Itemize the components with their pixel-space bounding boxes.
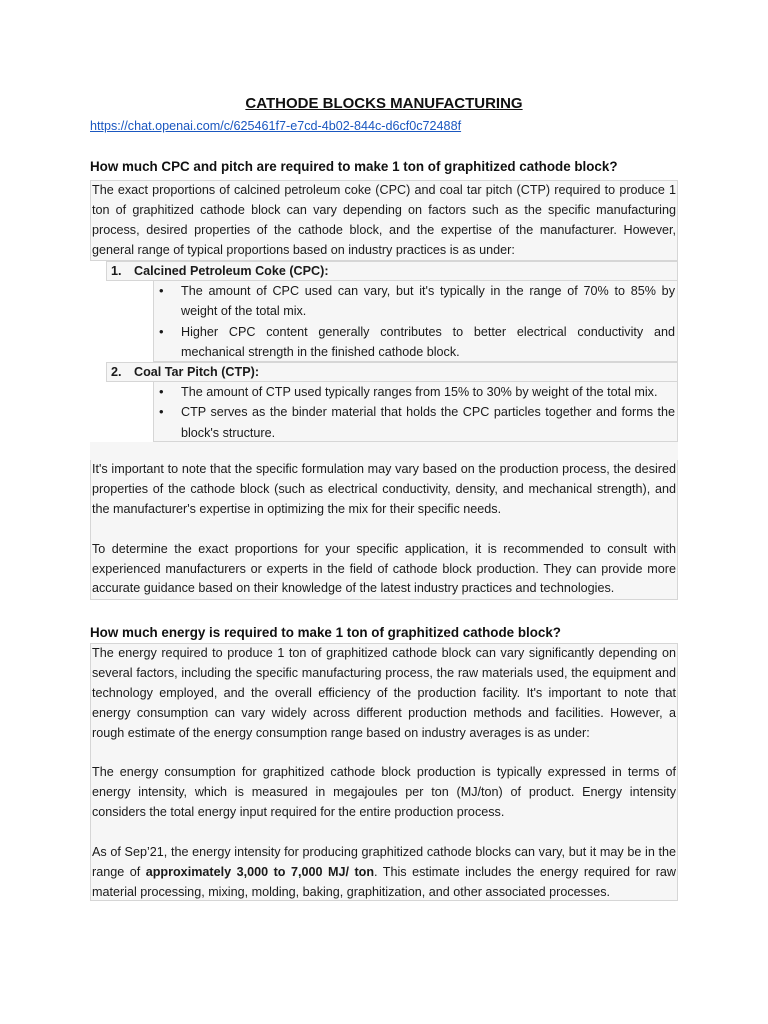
question-cpc-pitch: How much CPC and pitch are required to make 1 ton of graphitized cathode block? xyxy=(90,159,618,174)
list-item: • CTP serves as the binder material that holds the CPC particles together and forms the block's structure. xyxy=(154,402,677,443)
estimate-text-end: . This estimate includes the energy required for raw material processing, mixing, molding, baking, graphitization, and other associated processes. xyxy=(92,864,677,899)
list-item: • The amount of CTP used typically ranges from 15% to 30% by weight of the total mix. xyxy=(154,382,677,402)
list-item: • Higher CPC content generally contributes to better electrical conductivity and mechanical strength in the finished cathode block. xyxy=(154,322,677,363)
list-item: • The amount of CPC used can vary, but it's typically in the range of 70% to 85% by weight of the total mix. xyxy=(154,281,677,322)
energy-paragraph-estimate xyxy=(92,843,676,903)
question-energy: How much energy is required to make 1 ton of graphitized cathode block? xyxy=(90,625,561,640)
estimate-range-bold: approximately 3,000 to 7,000 MJ/ ton xyxy=(145,864,375,879)
note-paragraph-formulation: It's important to note that the specific formulation may vary based on the production process, the desired properties of the cathode block (such as electrical conductivity, density, and mechanical strength), and the manufacturer's expertise in optimizing the mix for their specific needs. xyxy=(92,462,676,516)
energy-paragraph-intensity: The energy consumption for graphitized cathode block production is typically expressed in terms of energy intensity, which is measured in megajoules per ton (MJ/ton) of product. Energy intensity considers the total energy input required for the entire production process. xyxy=(92,765,676,820)
intro-text: The exact proportions of calcined petroleum coke (CPC) and coal tar pitch (CTP) required to produce 1 ton of graphitized cathode block can vary depending on factors such as the specific manufacturing process, desired properties of the cathode block, and the expertise of the manufacturer. However, general range of typical proportions based on industry practices is as under: xyxy=(92,183,676,257)
ctp-bullet-list xyxy=(153,381,678,442)
notes-block xyxy=(90,460,678,600)
energy-block xyxy=(90,643,678,901)
list-number: 1. xyxy=(111,264,122,278)
document-title: CATHODE BLOCKS MANUFACTURING xyxy=(245,95,523,112)
spacer-shading xyxy=(90,442,678,460)
list-number: 2. xyxy=(111,365,122,379)
list-item-cpc-heading xyxy=(106,261,678,281)
list-item-ctp-heading xyxy=(106,362,678,382)
cpc-bullet-list xyxy=(153,280,678,362)
estimate-text-start: As of Sep’21, the energy intensity for producing graphitized cathode blocks can vary, but it may be in the range of xyxy=(92,845,676,879)
list-heading: Coal Tar Pitch (CTP): xyxy=(134,365,260,379)
intro-paragraph xyxy=(90,180,678,261)
energy-paragraph-intro: The energy required to produce 1 ton of graphitized cathode block can vary significantly depending on several factors, including the specific manufacturing process, the raw materials used, the equipment and technology employed, and the overall efficiency of the production facility. It's important to note that energy consumption can vary widely across different production methods and facilities. However, a rough estimate of the energy consumption range based on industry averages is as under: xyxy=(92,646,676,740)
note-paragraph-consult: To determine the exact proportions for your specific application, it is recommended to consult with experienced manufacturers or experts in the field of cathode block production. They can provide more accurate guidance based on their knowledge of the latest industry practices and technologies. xyxy=(92,541,676,596)
source-link[interactable]: https://chat.openai.com/c/625461f7-e7cd-4b02-844c-d6cf0c72488f xyxy=(90,119,462,133)
list-heading: Calcined Petroleum Coke (CPC): xyxy=(134,264,329,278)
